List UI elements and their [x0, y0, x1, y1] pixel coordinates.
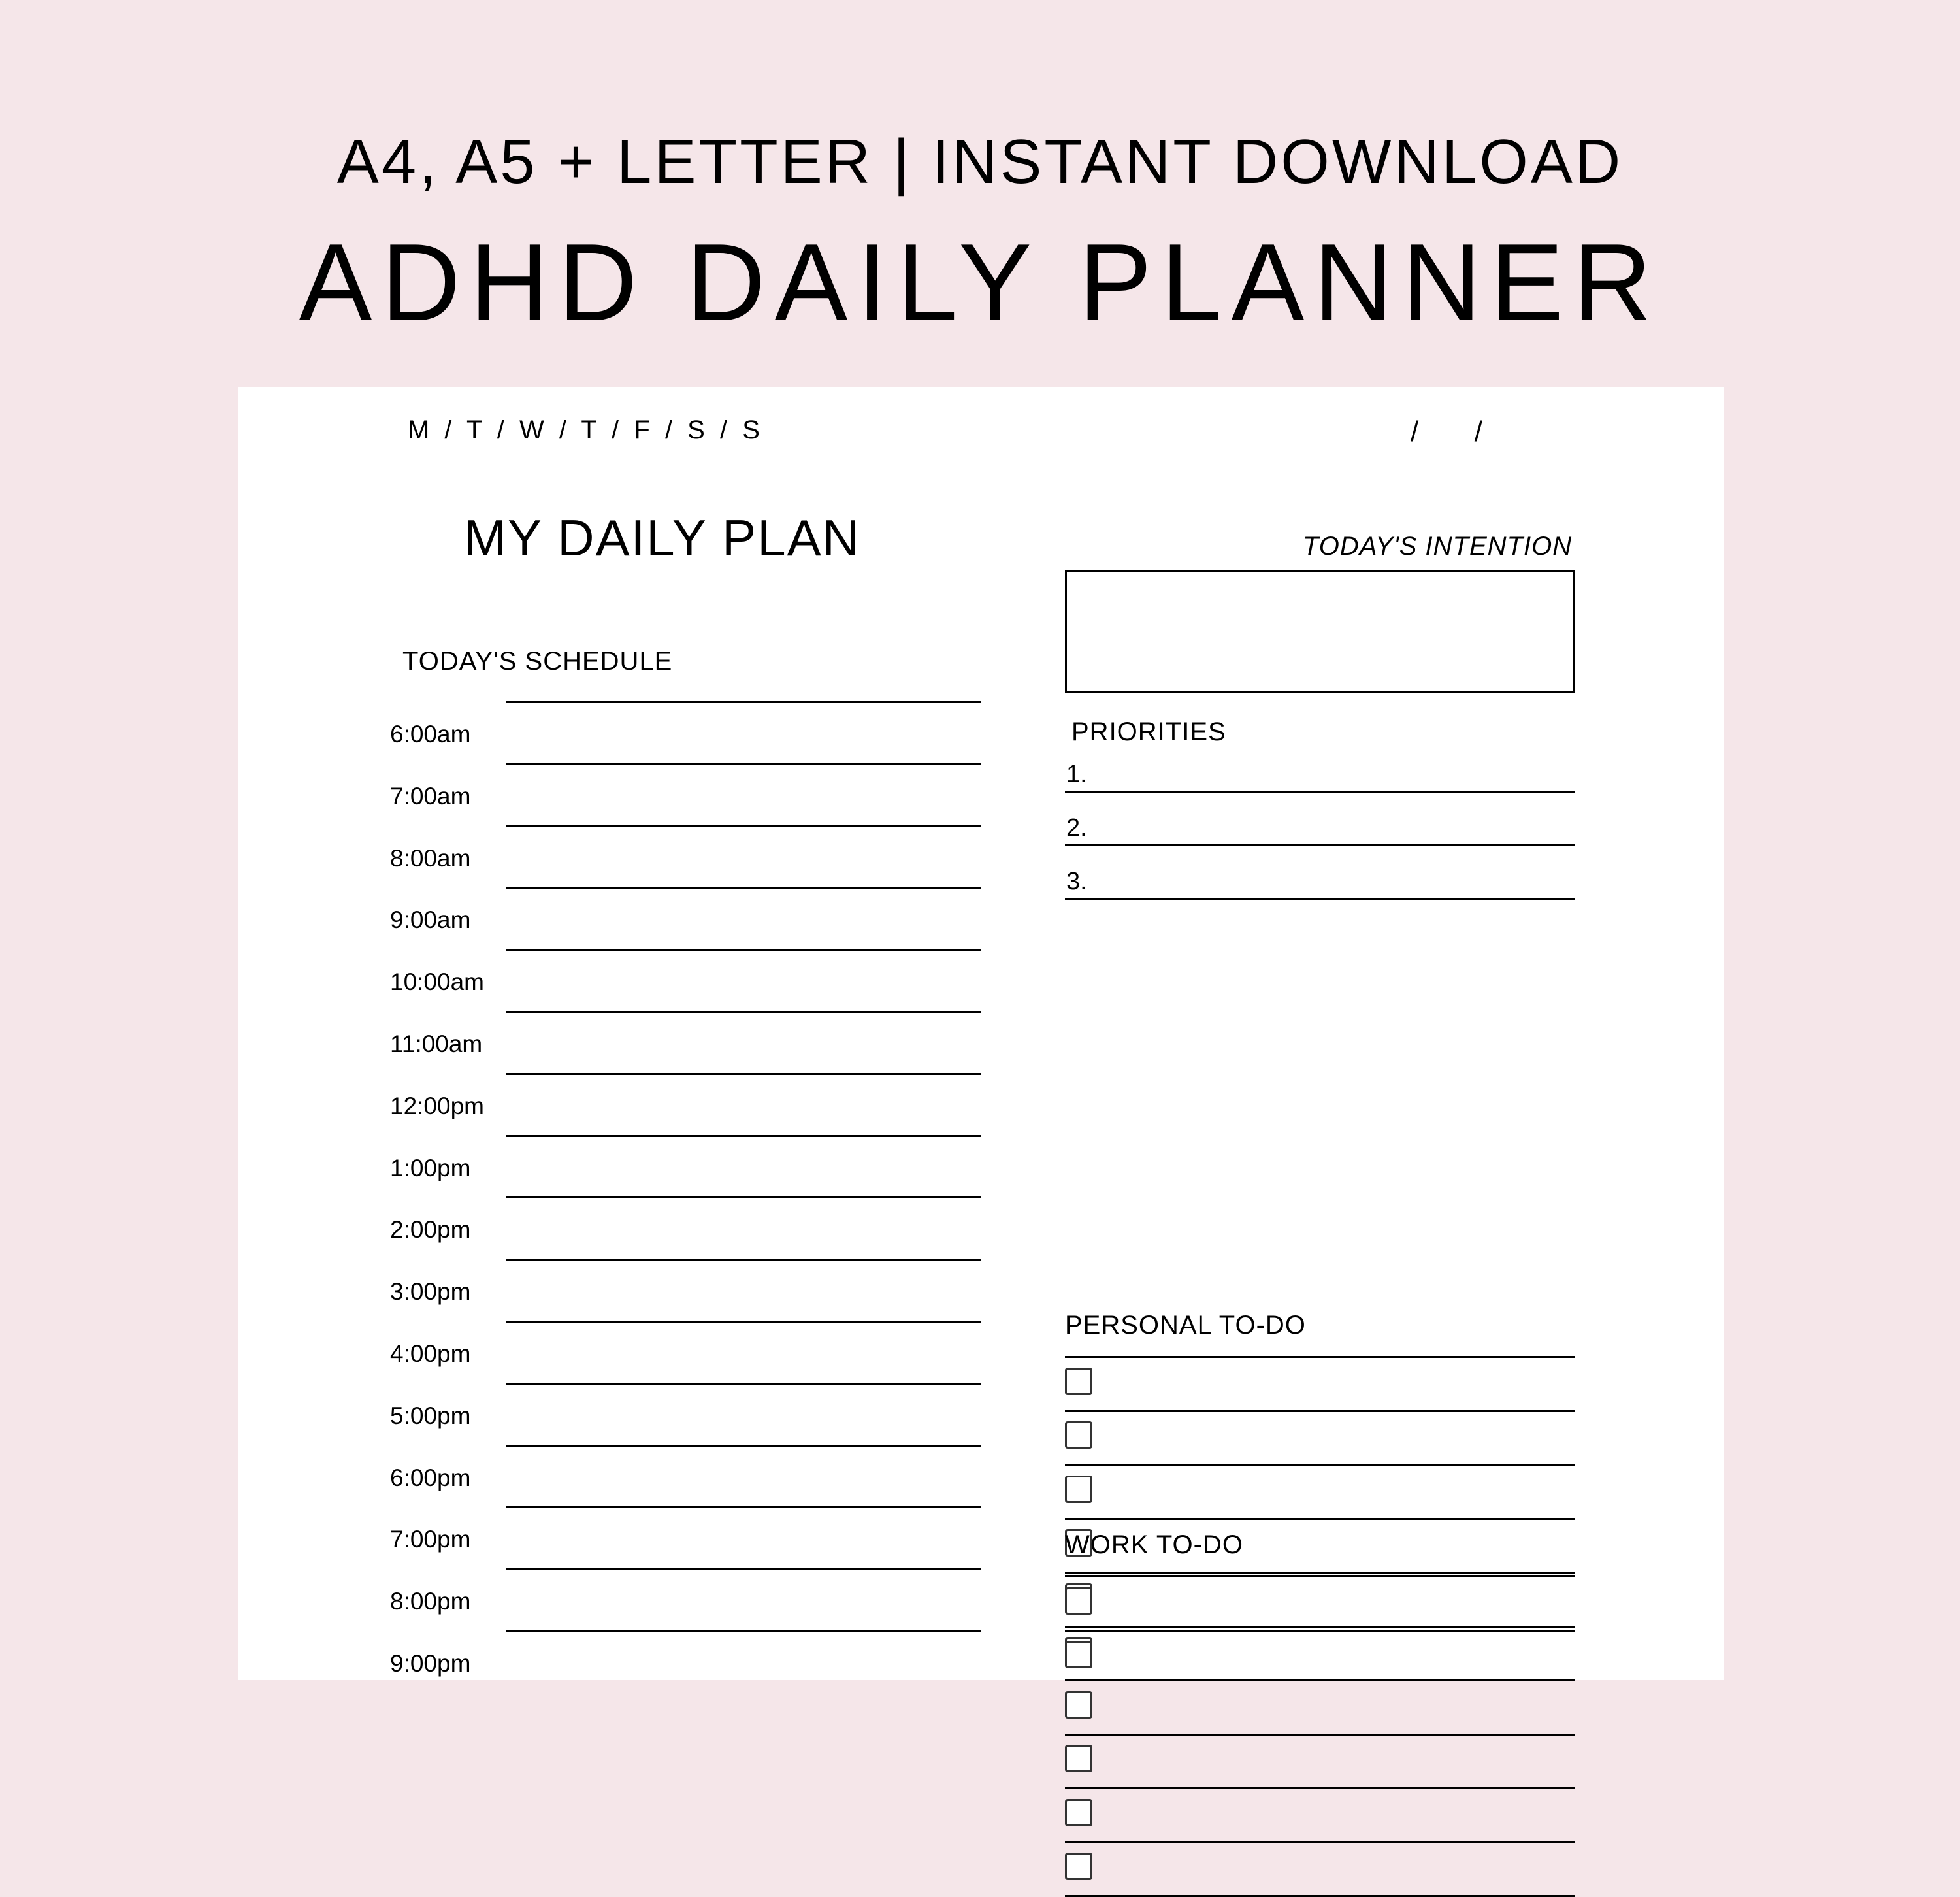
planner-sheet — [238, 387, 1724, 1680]
schedule-line[interactable] — [506, 1073, 981, 1075]
schedule-time: 1:00pm — [390, 1154, 471, 1181]
personal-todo-label: PERSONAL TO-DO — [1065, 1311, 1306, 1340]
schedule-line[interactable] — [506, 1383, 981, 1385]
schedule-time: 9:00pm — [390, 1650, 471, 1677]
intention-label: TODAY'S INTENTION — [1303, 532, 1573, 561]
schedule-time: 3:00pm — [390, 1278, 471, 1306]
todo-line[interactable] — [1065, 1679, 1575, 1681]
schedule-line[interactable] — [506, 1506, 981, 1508]
todo-line[interactable] — [1065, 1464, 1575, 1466]
schedule-time: 4:00pm — [390, 1340, 471, 1367]
todo-checkbox[interactable] — [1065, 1799, 1092, 1826]
schedule-time: 8:00am — [390, 844, 471, 872]
schedule-time: 6:00am — [390, 721, 471, 748]
schedule-line[interactable] — [506, 887, 981, 889]
schedule-time: 10:00am — [390, 968, 484, 996]
schedule-line[interactable] — [506, 1135, 981, 1137]
todo-line — [1065, 1575, 1575, 1577]
todo-checkbox[interactable] — [1065, 1368, 1092, 1395]
schedule-line[interactable] — [506, 1321, 981, 1323]
schedule-line[interactable] — [506, 1568, 981, 1570]
todo-checkbox[interactable] — [1065, 1587, 1092, 1615]
schedule-time: 12:00pm — [390, 1092, 484, 1119]
work-todo-label: WORK TO-DO — [1065, 1530, 1243, 1559]
priority-number: 1. — [1066, 761, 1087, 788]
banner-title: ADHD DAILY PLANNER — [299, 221, 1661, 344]
todo-checkbox[interactable] — [1065, 1691, 1092, 1719]
todo-line[interactable] — [1065, 1626, 1575, 1628]
schedule-time: 11:00am — [390, 1031, 483, 1057]
todo-checkbox[interactable] — [1065, 1421, 1092, 1449]
schedule-label: TODAY'S SCHEDULE — [402, 647, 673, 676]
todo-line[interactable] — [1065, 1841, 1575, 1843]
schedule-line[interactable] — [506, 1630, 981, 1632]
todo-line — [1065, 1356, 1575, 1358]
schedule-line[interactable] — [506, 949, 981, 951]
priority-line[interactable] — [1065, 898, 1575, 900]
todo-line[interactable] — [1065, 1630, 1575, 1632]
priority-number: 2. — [1066, 814, 1087, 842]
todo-line[interactable] — [1065, 1410, 1575, 1412]
page-title: MY DAILY PLAN — [464, 509, 860, 567]
schedule-time: 2:00pm — [390, 1216, 471, 1244]
schedule-line[interactable] — [506, 825, 981, 827]
schedule-line[interactable] — [506, 763, 981, 765]
schedule-time: 5:00pm — [390, 1402, 471, 1429]
todo-checkbox[interactable] — [1065, 1745, 1092, 1772]
date-field[interactable]: / / — [1411, 416, 1483, 448]
schedule-time: 7:00am — [390, 782, 471, 810]
priority-number: 3. — [1066, 868, 1087, 895]
priority-line[interactable] — [1065, 844, 1575, 846]
schedule-time: 6:00pm — [390, 1464, 471, 1491]
schedule-time: 9:00am — [390, 906, 471, 934]
todo-line[interactable] — [1065, 1734, 1575, 1736]
banner-subtitle: A4, A5 + LETTER | INSTANT DOWNLOAD — [336, 127, 1624, 197]
todo-checkbox[interactable] — [1065, 1853, 1092, 1880]
schedule-line[interactable] — [506, 1011, 981, 1013]
schedule-time: 7:00pm — [390, 1526, 471, 1553]
todo-line[interactable] — [1065, 1572, 1575, 1574]
weekday-selector[interactable]: M / T / W / T / F / S / S — [408, 416, 764, 444]
todo-line[interactable] — [1065, 1518, 1575, 1520]
schedule-line[interactable] — [506, 1259, 981, 1261]
schedule-line[interactable] — [506, 1196, 981, 1198]
schedule-line[interactable] — [506, 1445, 981, 1447]
todo-checkbox[interactable] — [1065, 1476, 1092, 1503]
priorities-label: PRIORITIES — [1071, 718, 1226, 746]
todo-line[interactable] — [1065, 1787, 1575, 1789]
intention-box[interactable] — [1065, 570, 1575, 693]
schedule-line[interactable] — [506, 701, 981, 703]
priority-line[interactable] — [1065, 791, 1575, 793]
todo-checkbox[interactable] — [1065, 1641, 1092, 1668]
schedule-time: 8:00pm — [390, 1588, 471, 1615]
